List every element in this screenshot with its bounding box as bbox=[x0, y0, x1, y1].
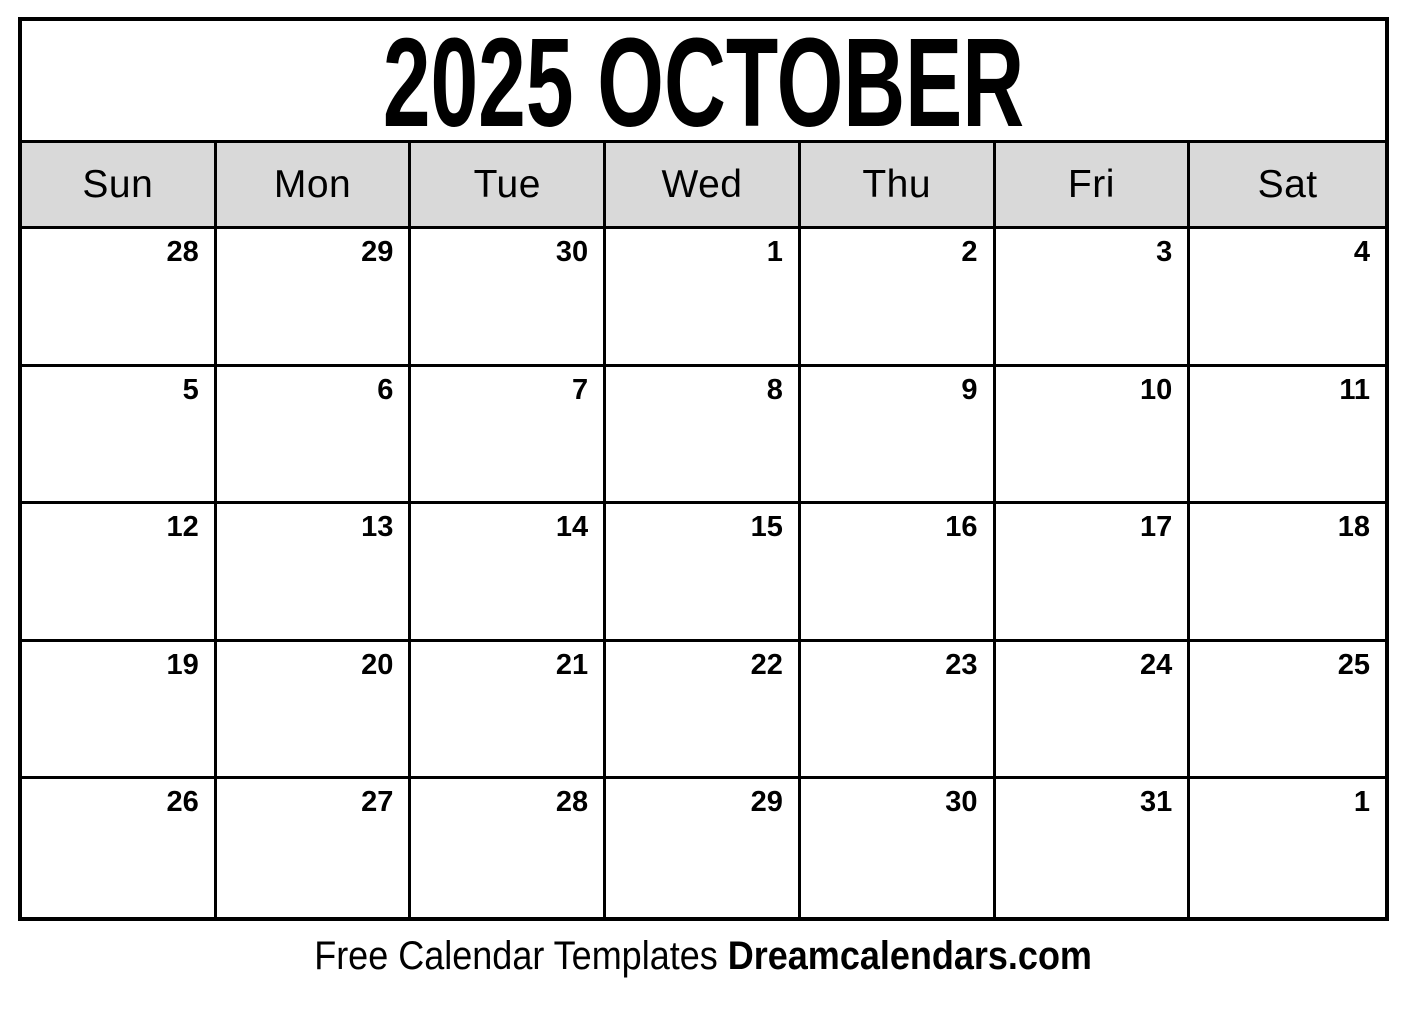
footer bbox=[0, 930, 1406, 982]
weekday-header-fri: Thu bbox=[801, 143, 996, 229]
day-cell: 17 bbox=[996, 504, 1191, 642]
weekday-header-wed: Wed bbox=[606, 143, 801, 229]
weekday-header-tue: Tue bbox=[411, 143, 606, 229]
day-cell: 14 bbox=[411, 504, 606, 642]
day-cell: 28 bbox=[411, 779, 606, 917]
calendar-title: 2025 OCTOBER bbox=[382, 21, 1025, 143]
weekday-header-fri: Fri bbox=[996, 143, 1191, 229]
day-cell: 18 bbox=[1190, 504, 1385, 642]
footer-brand: Dreamcalendars.com bbox=[727, 934, 1092, 978]
day-cell: 1 bbox=[1190, 779, 1385, 917]
day-cell: 26 bbox=[22, 779, 217, 917]
weekday-header-sat: Sat bbox=[1190, 143, 1385, 229]
day-cell: 30 bbox=[411, 229, 606, 367]
day-cell: 9 bbox=[801, 367, 996, 505]
day-cell: 6 bbox=[217, 367, 412, 505]
day-cell: 8 bbox=[606, 367, 801, 505]
day-cell: 31 bbox=[996, 779, 1191, 917]
day-cell: 5 bbox=[22, 367, 217, 505]
day-cell: 12 bbox=[22, 504, 217, 642]
footer-text bbox=[314, 930, 1092, 982]
day-cell: 21 bbox=[411, 642, 606, 780]
day-cell: 28 bbox=[22, 229, 217, 367]
day-cell: 23 bbox=[801, 642, 996, 780]
day-cell: 20 bbox=[217, 642, 412, 780]
day-cell: 24 bbox=[996, 642, 1191, 780]
day-cell: 3 bbox=[996, 229, 1191, 367]
calendar-title-bar bbox=[22, 21, 1385, 143]
day-cell: 25 bbox=[1190, 642, 1385, 780]
calendar bbox=[18, 17, 1389, 921]
weekday-header-mon: Mon bbox=[217, 143, 412, 229]
day-cell: 15 bbox=[606, 504, 801, 642]
day-cell: 13 bbox=[217, 504, 412, 642]
day-cell: 1 bbox=[606, 229, 801, 367]
day-cell: 30 bbox=[801, 779, 996, 917]
footer-prefix: Free Calendar Templates bbox=[314, 934, 728, 978]
day-cell: 7 bbox=[411, 367, 606, 505]
day-cell: 2 bbox=[801, 229, 996, 367]
day-cell: 10 bbox=[996, 367, 1191, 505]
day-cell: 11 bbox=[1190, 367, 1385, 505]
day-cell: 29 bbox=[606, 779, 801, 917]
day-cell: 19 bbox=[22, 642, 217, 780]
weekday-header-sun: Sun bbox=[22, 143, 217, 229]
day-cell: 16 bbox=[801, 504, 996, 642]
calendar-grid bbox=[22, 143, 1385, 917]
day-cell: 22 bbox=[606, 642, 801, 780]
day-cell: 29 bbox=[217, 229, 412, 367]
day-cell: 4 bbox=[1190, 229, 1385, 367]
day-cell: 27 bbox=[217, 779, 412, 917]
